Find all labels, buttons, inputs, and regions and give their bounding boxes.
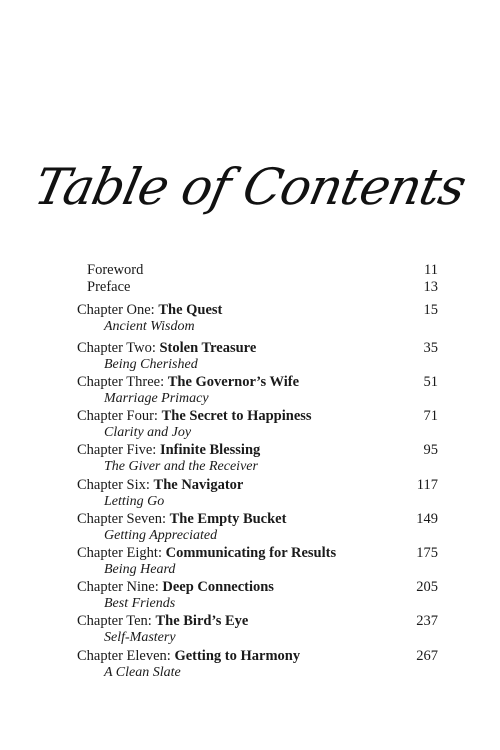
chapter-prefix: Chapter Eight: [77, 545, 166, 561]
page-number: 117 [416, 477, 438, 493]
page-number: 205 [416, 579, 438, 595]
chapter-name: The Governor’s Wife [167, 374, 300, 390]
chapter-prefix: Chapter Nine: [77, 579, 163, 595]
chapter-prefix: Chapter Seven: [77, 511, 170, 527]
chapter-subtitle: Marriage Primacy [104, 391, 209, 406]
toc-chapter-2 [0, 339, 500, 357]
page-number: 175 [416, 545, 438, 561]
chapter-subtitle: Ancient Wisdom [104, 319, 195, 334]
toc-chapter-5 [0, 441, 500, 459]
chapter-name: The Navigator [153, 477, 244, 493]
chapter-name: The Secret to Happiness [161, 408, 312, 424]
chapter-subtitle: A Clean Slate [104, 665, 181, 680]
chapter-prefix: Chapter Ten: [77, 613, 156, 629]
chapter-name: The Empty Bucket [169, 511, 287, 527]
entry-label: Foreword [87, 262, 144, 278]
page-number: 51 [423, 374, 438, 390]
chapter-subtitle: Being Heard [104, 562, 176, 577]
page-number: 267 [416, 648, 438, 664]
page-number: 149 [416, 511, 438, 527]
toc-chapter-10 [0, 612, 500, 630]
chapter-prefix: Chapter Eleven: [77, 648, 175, 664]
chapter-name: The Quest [158, 302, 223, 318]
chapter-subtitle: The Giver and the Receiver [104, 459, 258, 474]
chapter-subtitle: Best Friends [104, 596, 176, 611]
toc-entry-foreword [0, 261, 500, 279]
toc-chapter-11 [0, 647, 500, 665]
chapter-subtitle: Getting Appreciated [104, 528, 218, 543]
toc-chapter-9 [0, 578, 500, 596]
chapter-name: Communicating for Results [165, 545, 337, 561]
chapter-subtitle: Self-Mastery [104, 630, 176, 645]
chapter-prefix: Chapter Four: [77, 408, 162, 424]
chapter-subtitle: Being Cherished [104, 357, 198, 372]
chapter-name: Deep Connections [162, 579, 274, 595]
chapter-prefix: Chapter Three: [77, 374, 168, 390]
page-number: 15 [423, 302, 438, 318]
page-number: 13 [423, 279, 438, 295]
toc-chapter-8 [0, 544, 500, 562]
entry-label: Preface [87, 279, 131, 295]
chapter-prefix: Chapter Five: [77, 442, 160, 458]
chapter-name: The Bird’s Eye [155, 613, 249, 629]
chapter-name: Stolen Treasure [159, 340, 257, 356]
toc-chapter-1 [0, 301, 500, 319]
chapter-prefix: Chapter Six: [77, 477, 154, 493]
toc-chapter-4 [0, 407, 500, 425]
toc-chapter-6 [0, 476, 500, 494]
chapter-name: Getting to Harmony [174, 648, 301, 664]
page-number: 71 [423, 408, 438, 424]
chapter-subtitle: Clarity and Joy [104, 425, 192, 440]
chapter-subtitle: Letting Go [104, 494, 165, 509]
chapter-name: Infinite Blessing [159, 442, 261, 458]
page-number: 11 [424, 262, 438, 278]
page-title: Table of Contents [29, 158, 471, 216]
chapter-prefix: Chapter Two: [77, 340, 160, 356]
toc-chapter-3 [0, 373, 500, 391]
page-number: 35 [423, 340, 438, 356]
toc-chapter-7 [0, 510, 500, 528]
page-number: 95 [423, 442, 438, 458]
toc-entry-preface [0, 278, 500, 296]
chapter-prefix: Chapter One: [77, 302, 159, 318]
page-number: 237 [416, 613, 438, 629]
